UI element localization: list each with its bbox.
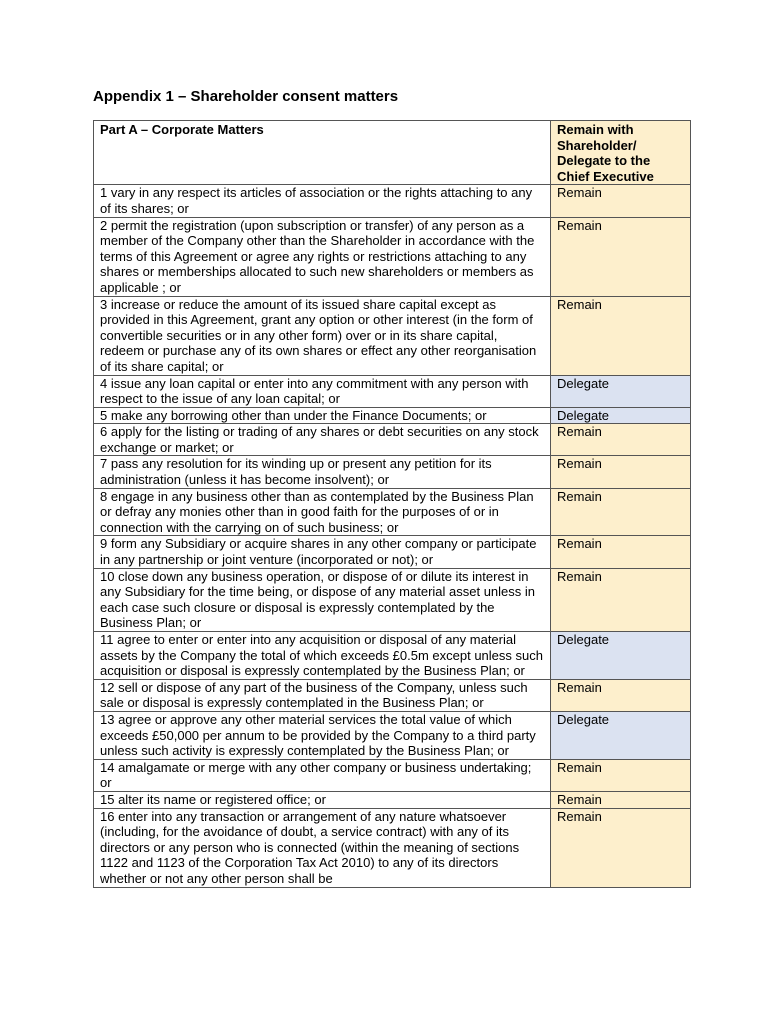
- matter-text: 3 increase or reduce the amount of its issued share capital except as provided in this Agreement, grant any option or other interest (in the form of convertible securities or in any other form) over or in its share capital, redeem or purchase any of its own shares or effect any other reorganisation of its share capital; or: [94, 296, 551, 375]
- status-cell: Remain: [551, 185, 691, 217]
- status-cell: Remain: [551, 536, 691, 568]
- status-cell: Remain: [551, 808, 691, 887]
- status-cell: Remain: [551, 217, 691, 296]
- table-row: [94, 407, 691, 424]
- status-cell: Remain: [551, 424, 691, 456]
- table-row: [94, 679, 691, 711]
- matter-text: 1 vary in any respect its articles of association or the rights attaching to any of its shares; or: [94, 185, 551, 217]
- status-cell: Remain: [551, 488, 691, 536]
- table-row: [94, 808, 691, 887]
- table-row: [94, 296, 691, 375]
- matter-text: 14 amalgamate or merge with any other company or business undertaking; or: [94, 759, 551, 791]
- status-cell: Remain: [551, 791, 691, 808]
- page-title: Appendix 1 – Shareholder consent matters: [93, 88, 399, 105]
- status-cell: Delegate: [551, 407, 691, 424]
- table-row: [94, 536, 691, 568]
- consent-matters-table: [93, 120, 691, 888]
- status-cell: Remain: [551, 568, 691, 631]
- table-row: [94, 632, 691, 680]
- table-header-row: [94, 121, 691, 185]
- table-row: [94, 217, 691, 296]
- matter-text: 10 close down any business operation, or dispose of or dilute its interest in any Subsidiary for the time being, or dispose of any material asset unless in each case such closure or disposal is expressly contemplated by the Business Plan; or: [94, 568, 551, 631]
- matter-text: 11 agree to enter or enter into any acquisition or disposal of any material assets by the Company the total of which exceeds £0.5m except unless such acquisition or disposal is expressly contemplated by the Business Plan; or: [94, 632, 551, 680]
- matter-text: 13 agree or approve any other material services the total value of which exceeds £50,000 per annum to be provided by the Company to a third party unless such activity is expressly contemplated by the Business Plan; or: [94, 711, 551, 759]
- status-cell: Delegate: [551, 375, 691, 407]
- matter-text: 5 make any borrowing other than under the Finance Documents; or: [94, 407, 551, 424]
- table-row: [94, 375, 691, 407]
- table-row: [94, 711, 691, 759]
- table-row: [94, 791, 691, 808]
- status-cell: Delegate: [551, 711, 691, 759]
- matter-text: 4 issue any loan capital or enter into any commitment with any person with respect to the issue of any loan capital; or: [94, 375, 551, 407]
- matter-text: 8 engage in any business other than as contemplated by the Business Plan or defray any monies other than in good faith for the purposes of or in connection with the carrying on of such business; or: [94, 488, 551, 536]
- matter-column-header: Part A – Corporate Matters: [94, 121, 551, 185]
- matter-text: 9 form any Subsidiary or acquire shares in any other company or participate in any partnership or joint venture (incorporated or not); or: [94, 536, 551, 568]
- matter-text: 15 alter its name or registered office; or: [94, 791, 551, 808]
- matter-text: 12 sell or dispose of any part of the business of the Company, unless such sale or disposal is expressly contemplated in the Business Plan; or: [94, 679, 551, 711]
- status-cell: Delegate: [551, 632, 691, 680]
- table-row: [94, 759, 691, 791]
- matter-text: 6 apply for the listing or trading of any shares or debt securities on any stock exchange or market; or: [94, 424, 551, 456]
- matter-text: 7 pass any resolution for its winding up or present any petition for its administration (unless it has become insolvent); or: [94, 456, 551, 488]
- table-row: [94, 568, 691, 631]
- table-row: [94, 456, 691, 488]
- decision-column-header: Remain with Shareholder/ Delegate to the Chief Executive: [551, 121, 691, 185]
- status-cell: Remain: [551, 679, 691, 711]
- status-cell: Remain: [551, 296, 691, 375]
- table-row: [94, 488, 691, 536]
- matter-text: 16 enter into any transaction or arrangement of any nature whatsoever (including, for the avoidance of doubt, a service contract) with any of its directors or any person who is connected (within the meaning of sections 1122 and 1123 of the Corporation Tax Act 2010) to any of its directors whether or not any other person shall be: [94, 808, 551, 887]
- matter-text: 2 permit the registration (upon subscription or transfer) of any person as a member of the Company other than the Shareholder in accordance with the terms of this Agreement or agree any rights or restrictions attaching to any shares or memberships allocated to such new shareholders or members as applicable ; or: [94, 217, 551, 296]
- status-cell: Remain: [551, 456, 691, 488]
- status-cell: Remain: [551, 759, 691, 791]
- table-row: [94, 185, 691, 217]
- table-row: [94, 424, 691, 456]
